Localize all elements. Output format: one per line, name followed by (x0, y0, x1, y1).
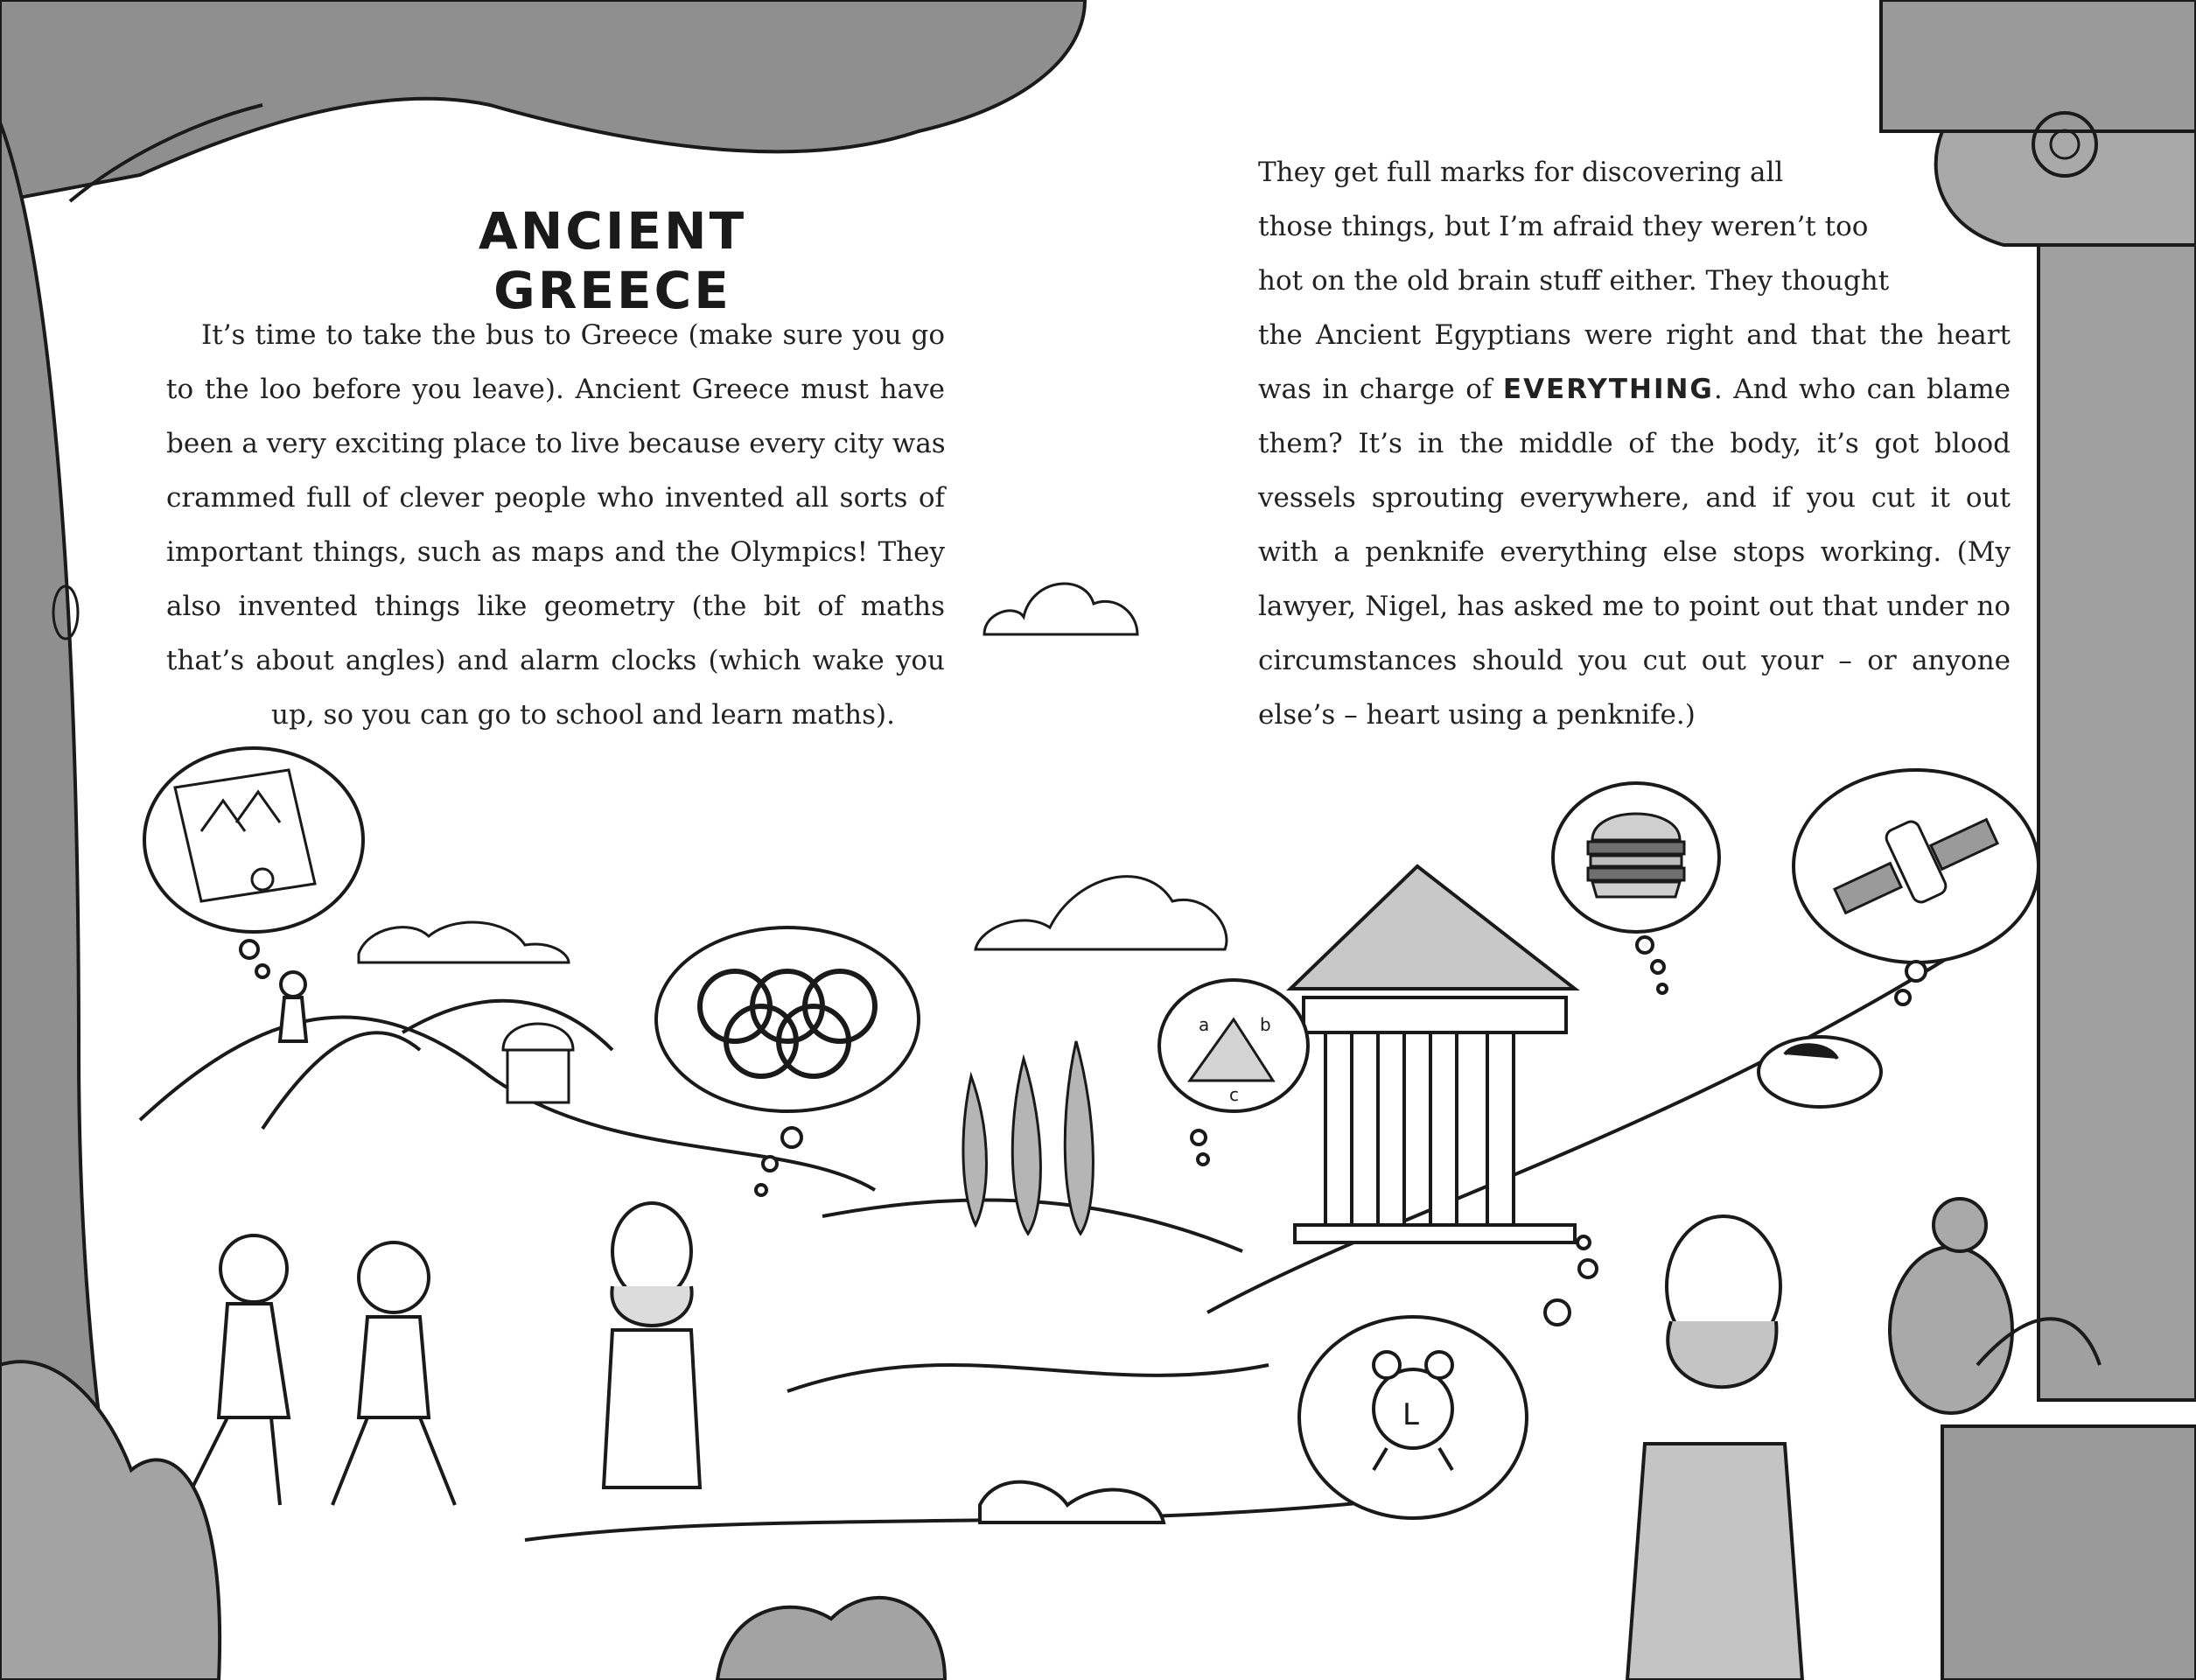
right-paragraph (1258, 145, 2011, 742)
left-paragraph-line: also invented things like geometry (the bit of maths (166, 591, 945, 622)
map-icon (175, 770, 315, 901)
cypress-trees (963, 1041, 1093, 1234)
triangle-label-b: b (1260, 1014, 1271, 1035)
left-paragraph-line: been a very exciting place to live because every city was (166, 428, 946, 459)
runner-woman (192, 1236, 289, 1505)
cow (1759, 1037, 1881, 1107)
left-paragraph-line: to the loo before you leave). Ancient Greece must have (166, 374, 945, 405)
right-paragraph-line: hot on the old brain stuff either. They thought (1258, 265, 1890, 297)
right-paragraph-line: the Ancient Egyptians were right and that the heart (1258, 319, 2011, 351)
line-end: . And who can blame (1713, 374, 2011, 405)
left-paragraph-line: up, so you can go to school and learn maths). (271, 699, 895, 731)
right-paragraph-line-emphasis (1258, 362, 2011, 416)
left-paragraph (166, 308, 945, 742)
foreground-bushes (0, 1362, 1164, 1680)
emphasis-everything: EVERYTHING (1502, 374, 1714, 405)
triangle-label-c: c (1229, 1084, 1239, 1105)
left-paragraph-line: that’s about angles) and alarm clocks (which wake you (166, 645, 945, 676)
right-paragraph-line: lawyer, Nigel, has asked me to point out that under no (1258, 591, 2011, 622)
line-start: was in charge of (1258, 374, 1503, 405)
right-paragraph-line: with a penknife everything else stops working. (My (1258, 536, 2011, 568)
greek-temple (1290, 866, 1575, 1242)
rotunda (503, 1024, 573, 1102)
characters (192, 972, 2100, 1680)
right-paragraph-line: They get full marks for discovering all (1258, 157, 1784, 188)
thinking-man (1627, 1216, 1802, 1680)
right-paragraph-line: them? It’s in the middle of the body, it’s got blood (1258, 428, 2011, 459)
clock-hands-label: L (1402, 1397, 1419, 1432)
right-paragraph-line: those things, but I’m afraid they weren’t too (1258, 211, 1869, 242)
runner-man (332, 1242, 455, 1505)
page-title: ANCIENT GREECE (478, 201, 747, 320)
left-paragraph-line: important things, such as maps and the Olympics! They (166, 536, 945, 568)
right-paragraph-line: circumstances should you cut out your – or anyone (1258, 645, 2011, 676)
burger-icon (1588, 814, 1684, 897)
left-paragraph-line: crammed full of clever people who invented all sorts of (166, 482, 945, 514)
statue-on-hill (280, 972, 306, 1041)
right-paragraph-line: vessels sprouting everywhere, and if you cut it out (1258, 482, 2011, 514)
triangle-label-a: a (1199, 1014, 1210, 1035)
bearded-philosopher (604, 1203, 700, 1488)
left-paragraph-line: It’s time to take the bus to Greece (make sure you go (201, 319, 945, 351)
right-paragraph-line: else’s – heart using a penknife.) (1258, 699, 1696, 731)
